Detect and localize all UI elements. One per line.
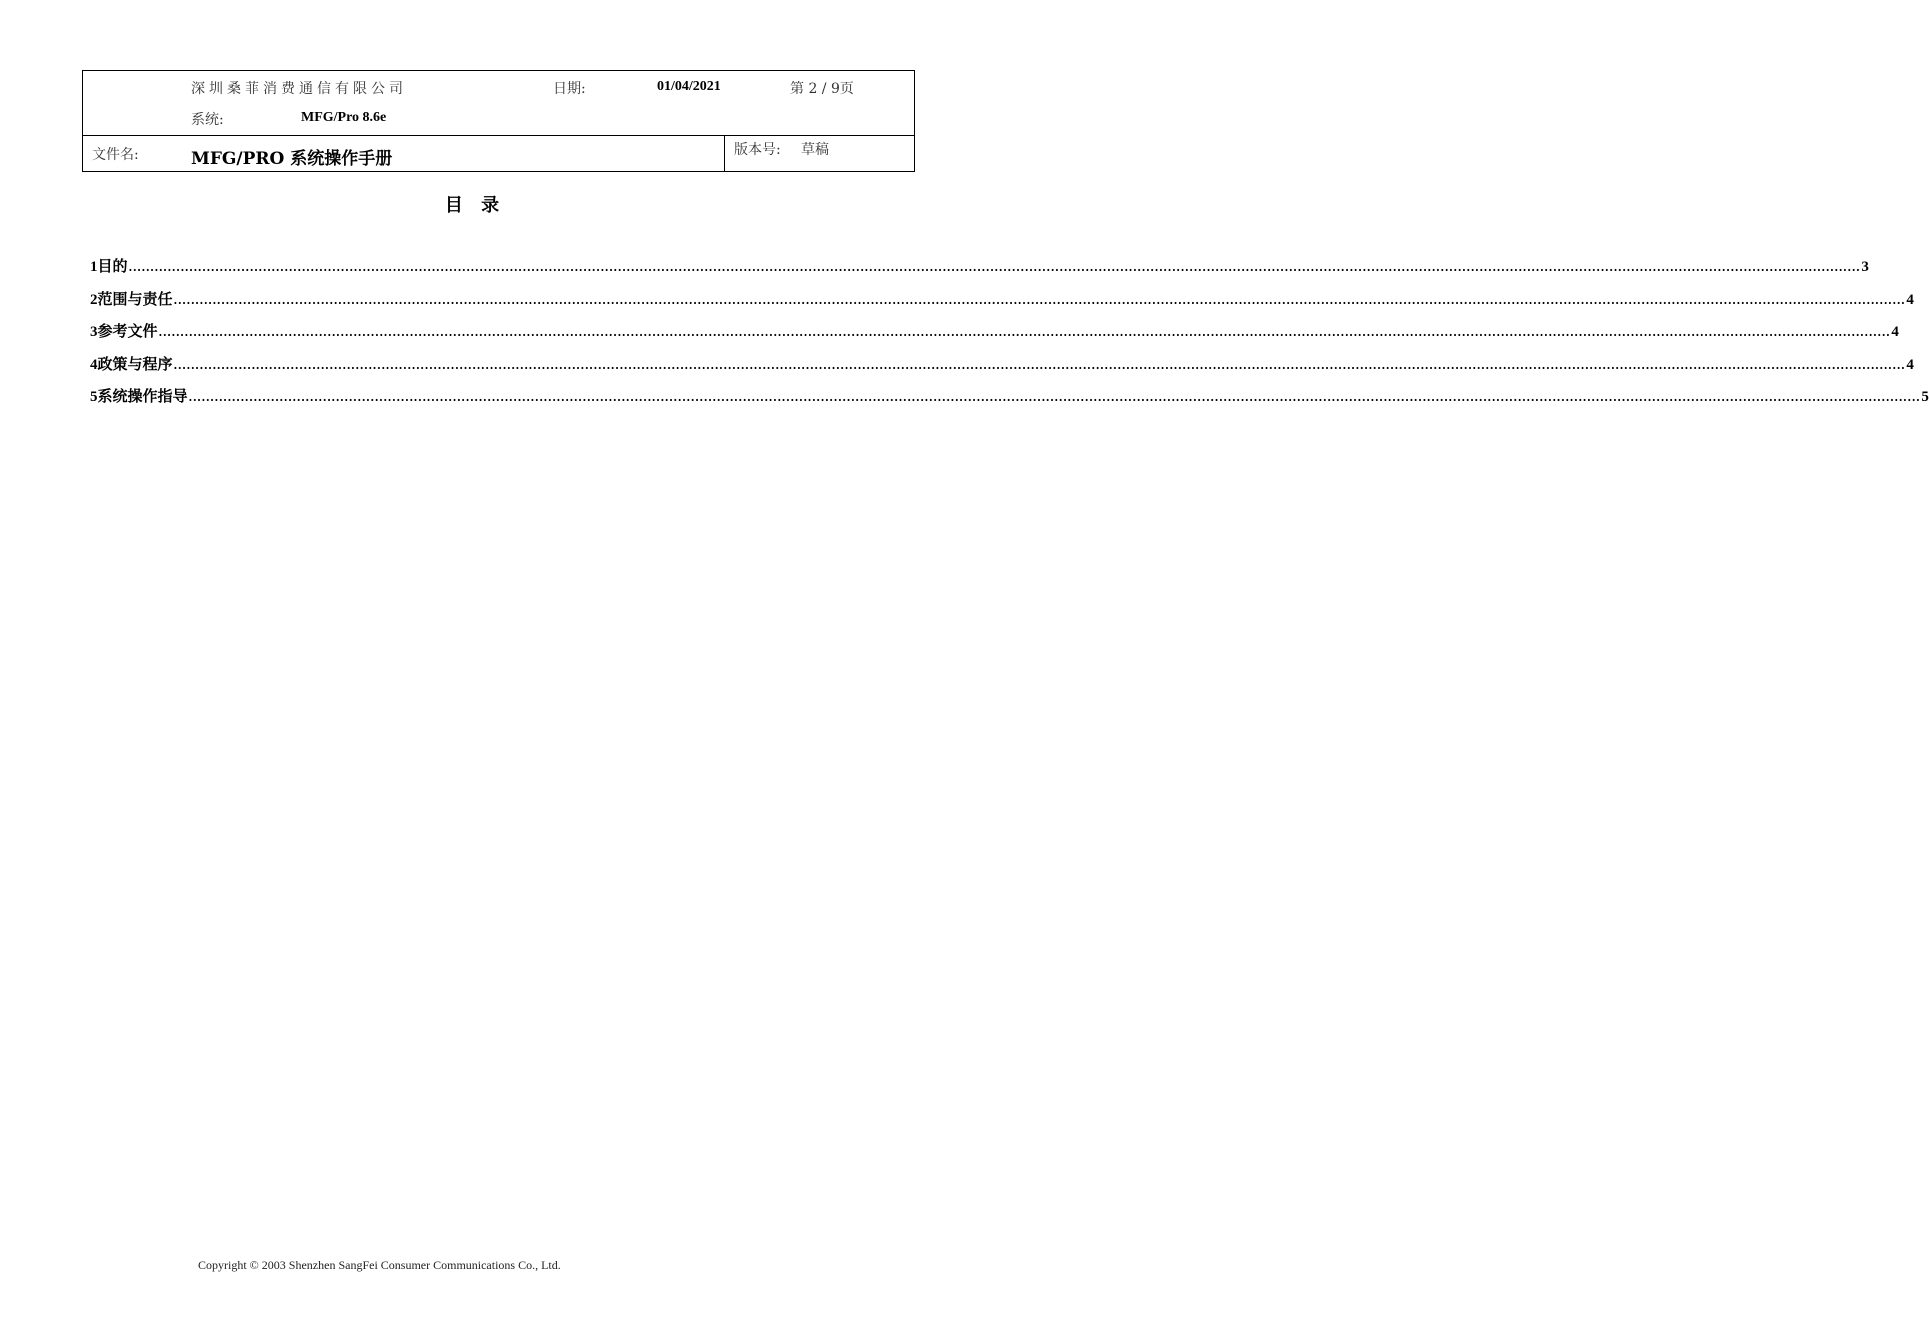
toc-title: 目 录 [444,195,506,216]
toc-entry[interactable] [90,288,1914,321]
version-label: 版本号: [734,142,781,158]
toc-entry-page: 5 [1921,389,1929,405]
toc-entry[interactable] [90,385,1929,418]
toc-entry-label: 参考文件 [97,322,158,340]
header-divider [83,135,914,136]
file-name-label: 文件名: [92,147,139,163]
toc-entry[interactable] [90,320,1899,353]
toc-leader-dots: ................................................................................................................................................................................................................................................................................................................................................................................................................ [173,293,1906,307]
version-value: 草稿 [801,142,829,158]
file-name-value: MFG/PRO 系统操作手册 [191,149,393,169]
toc-entry-page: 4 [1906,356,1914,373]
toc-entry-label: 系统操作指导 [97,387,188,405]
toc-leader-dots: ................................................................................................................................................................................................................................................................................................................................................................................................................ [158,326,1891,339]
toc-entry-number: 3 [90,324,98,340]
toc-entry-page: 4 [1906,291,1914,308]
toc-entry-label: 范围与责任 [97,289,173,308]
toc-entry-page: 3 [1861,259,1869,275]
toc-entry-label: 目的 [97,257,128,275]
toc-entry-number: 1 [90,259,98,275]
toc-entry-number: 5 [90,389,98,405]
toc-leader-dots: ................................................................................................................................................................................................................................................................................................................................................................................................................ [188,391,1921,404]
page-number: 第 2 / 9页 [790,81,854,97]
toc-entry-label: 政策与程序 [97,354,173,373]
document-header [82,70,915,172]
system-label: 系统: [191,112,224,128]
toc-entry[interactable] [90,255,1869,288]
toc-leader-dots: ................................................................................................................................................................................................................................................................................................................................................................................................................ [128,261,1861,274]
table-of-contents [90,255,1929,418]
date-label: 日期: [553,81,586,97]
toc-entry-number: 4 [90,356,98,373]
toc-leader-dots: ................................................................................................................................................................................................................................................................................................................................................................................................................ [173,358,1906,372]
toc-entry-number: 2 [90,291,98,308]
toc-entry[interactable] [90,353,1914,386]
date-value: 01/04/2021 [657,79,721,94]
system-value: MFG/Pro 8.6e [301,110,387,125]
copyright-footer: Copyright © 2003 Shenzhen SangFei Consumer Communications Co., Ltd. [198,1258,561,1272]
header-column-divider [724,135,725,171]
company-name: 深圳桑菲消费通信有限公司 [191,81,407,97]
toc-entry-page: 4 [1891,324,1899,340]
